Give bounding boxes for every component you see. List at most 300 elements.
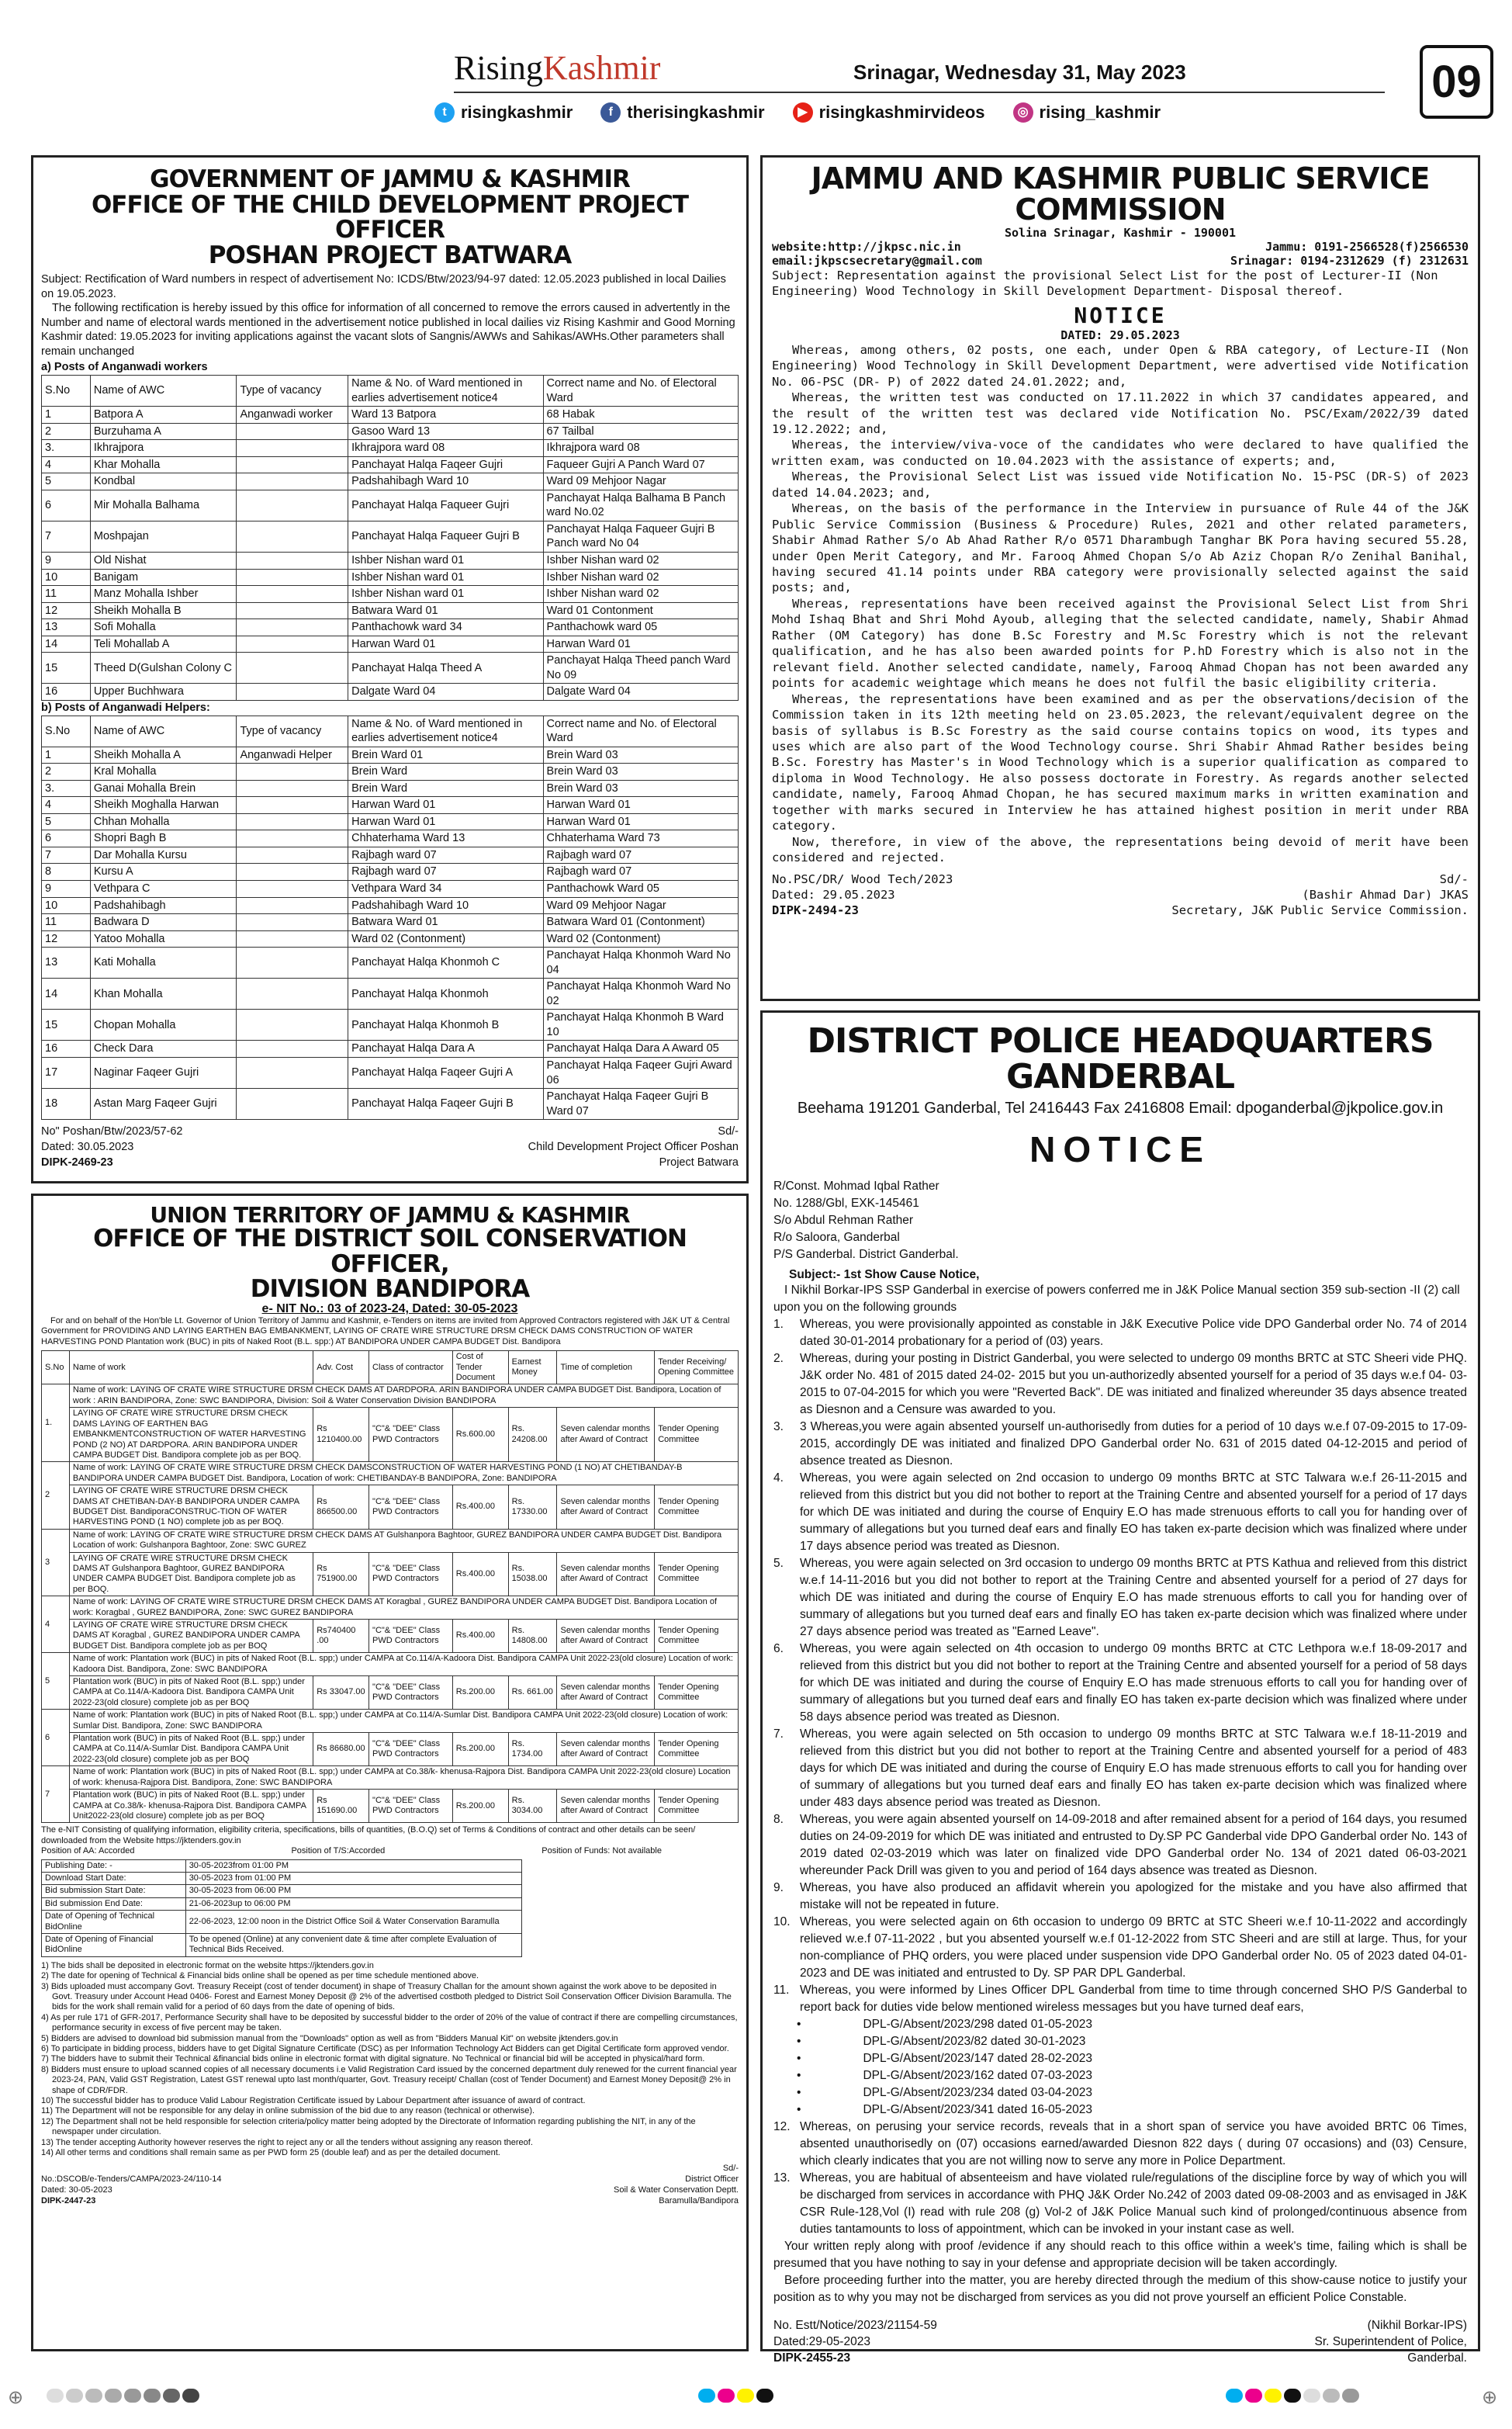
table-row: [42, 653, 739, 684]
table-cell: Dalgate Ward 04: [348, 684, 543, 701]
table-cell: Ganai Mohalla Brein: [90, 780, 237, 797]
body-paragraph: Whereas, on the basis of the performance in the Interview in pursuance of Rule 44 of the J&K Public Service Commission (Business & Procedure) Rules, 2021 and other related parameters, Shabir Ahmad Rather S/o Ab Ahad Rather R/o 0571 Dharambugh Tanghar BK Pora having secured 55.28, under Open Merit Category, and Mr. Farooq Ahmed Chopan S/o Ab Aziz Chopan R/o Zenihal Banihal, having secured 41.14 points under RBA category were provisionally selected against the said posts; and,: [772, 501, 1469, 595]
table-cell: Rs. 14808.00: [508, 1620, 557, 1653]
table-cell: Rs.600.00: [452, 1408, 508, 1462]
table-cell: Panchayat Halqa Khonmoh Ward No 04: [543, 948, 738, 979]
table-cell: Padshahibagh Ward 10: [348, 897, 543, 914]
schedule-label: Bid submission End Date:: [42, 1897, 186, 1910]
work-name: Name of work: Plantation work (BUC) in pits of Naked Root (B.L. spp;) under CAMPA at Co.114/A-Sumlar Dist. Bandipora CAMPA Unit 2022-23(old closure) Location of work: Sumlar Dist. Bandipora, Zone: SWC BANDIPORA: [69, 1710, 738, 1733]
table-cell: Chhaterhama Ward 13: [348, 830, 543, 847]
table-cell: Ward 02 (Contonment): [348, 930, 543, 948]
table-header-row: [42, 716, 739, 747]
table-row: [42, 1911, 522, 1934]
table-row: [42, 423, 739, 440]
list-item: [797, 2033, 1467, 2050]
table-row: [42, 553, 739, 570]
term-item: 6) To participate in bidding process, bidders have to get Digital Signature Certificate (DSC) as per Information Technology Act Bidders can get Digital Certificate form approved vendor.: [41, 2044, 729, 2054]
jkpsc-email[interactable]: email:jkpscsecretary@gmail.com: [772, 253, 982, 268]
table-cell: LAYING OF CRATE WIRE STRUCTURE DRSM CHECK DAMS AT Gulshanpora Baghtoor, GUREZ BANDIPORA UNDER CAMPA BUDGET Dist. Bandipora complete job as per BOQ.: [69, 1552, 313, 1596]
ground-number: 9.: [773, 1881, 784, 1895]
table-cell: [237, 1057, 348, 1088]
table-row: [42, 880, 739, 897]
numbered-ground: [773, 1316, 1467, 1350]
youtube-icon: ▶: [793, 102, 813, 123]
table-cell: Anganwadi worker: [237, 407, 348, 424]
table-row: [42, 407, 739, 424]
term-item: 5) Bidders are advised to download bid submission manual from the "Downloads" option as well as from "Bidders Manual Kit" on website jktenders.gov.in: [41, 2033, 618, 2043]
table-cell: [237, 948, 348, 979]
table-cell: Panchayat Halqa Dara A Award 05: [543, 1041, 738, 1058]
schedule-label: Date of Opening of Financial BidOnline: [42, 1933, 186, 1956]
table-cell: Harwan Ward 01: [348, 636, 543, 653]
table-cell: Ikhrajpora ward 08: [348, 440, 543, 457]
list-item: [797, 2067, 1467, 2084]
addressee-line: P/S Ganderbal. District Ganderbal.: [773, 1248, 959, 1262]
table-cell: Plantation work (BUC) in pits of Naked Root (B.L. spp;) under CAMPA at Co.38/k- khenusa-Rajpora Dist. Bandipora CAMPA Unit2022-23(old closure) complete job as per BOQ: [69, 1790, 313, 1823]
term-item: 2) The date for opening of Technical & Financial bids online shall be opened as per time schedule mentioned above.: [41, 1971, 479, 1981]
closing-paragraph: Your written reply along with proof /evidence if any should reach to this office within a week's time, failing which is shall be presumed that you have nothing to say in your defense and appropriate decision will be taken accordingly.: [773, 2240, 1467, 2271]
cdpo-heading-2: OFFICE OF THE CHILD DEVELOPMENT PROJECT OFFICER: [91, 190, 689, 244]
table-cell: Faqueer Gujri A Panch Ward 07: [543, 456, 738, 473]
table-cell: "C"& "DEE" Class PWD Contractors: [369, 1408, 453, 1462]
table-cell: Sheikh Mohalla A: [90, 747, 237, 764]
tender-committee: Tender Opening Committee: [655, 1733, 739, 1766]
table-row: [42, 930, 739, 948]
ground-number: 11.: [773, 1984, 790, 1998]
schedule-value: 21-06-2023up to 06:00 PM: [185, 1897, 521, 1910]
work-heading-row: [42, 1596, 739, 1620]
cdpo-table-helpers: [41, 716, 739, 1121]
table-cell: Rs740400 .00: [313, 1620, 369, 1653]
ground-number: 13.: [773, 2171, 791, 2185]
jkpsc-dated-top: DATED: 29.05.2023: [1060, 327, 1180, 342]
column-header: S.No: [42, 716, 91, 747]
table-cell: Padshahibagh Ward 10: [348, 473, 543, 490]
work-name: Name of work: LAYING OF CRATE WIRE STRUCTURE DRSM CHECK DAMSCONSTRUCTION OF WATER HARVESTING POND (1 NO) AT CHETIBANDAY-B BANDIPORA UNDER CAMPA BUDGET Dist. Bandipora, Location of work: CHETIBANDAY-B BANDIPORA, Zone: BANDIPORA: [69, 1462, 738, 1485]
cdpo-sign-2: Project Batwara: [659, 1156, 739, 1169]
table-cell: 14: [42, 636, 91, 653]
ground-text: Whereas, you were again selected on 3rd occasion to undergo 09 months BRTC at PTS Kathua and relieved from this district w.e.f 14-11-2016 but you did not bother to report at the Training Centre and absented yourself for a period of 27 days for which DE was initiated and during the course of Enquiry E.O has made strenuous efforts to call you for handing over of summary of allegations but you turned deaf ears and finally EO has taken ex-parte decision which was finalized where under 27 days absence period was treated as "Earned Leave".: [800, 1557, 1467, 1639]
table-cell: 10: [42, 897, 91, 914]
social-handle: risingkashmir: [461, 102, 573, 122]
table-cell: Dalgate Ward 04: [543, 684, 738, 701]
table-row: [42, 1485, 739, 1530]
cdpo-table-workers: [41, 375, 739, 701]
list-item: [797, 2016, 1467, 2033]
table-row: [42, 897, 739, 914]
table-cell: Rs.400.00: [452, 1620, 508, 1653]
facebook-icon: f: [600, 102, 621, 123]
soil-intro: For and on behalf of the Hon'ble Lt. Governor of Union Territory of Jammu and Kashmir, e-Tenders on items are invited from Approved Contractors registered with J&K UT & Central Government for PROVIDING AND LAYING EARTHEN BAG EMBANKMENT, LAYING OF CRATE WIRE STRUCTURE DRSM CHECK DAMS CONSTRUCTION OF WATER HARVESTING POND Plantation work (BUC) in pits of Naked Root (B.L. spp:) AT BANDIPORA UNDER CAMPA BUDGET Dist. Bandipora: [41, 1316, 730, 1346]
soil-sign-2: Soil & Water Conservation Deptt.: [614, 2185, 739, 2195]
table-cell: Khar Mohalla: [90, 456, 237, 473]
dateline: Srinagar, Wednesday 31, May 2023: [853, 61, 1186, 84]
table-cell: Padshahibagh: [90, 897, 237, 914]
table-cell: Sheikh Moghalla Harwan: [90, 797, 237, 814]
ground-number: 4.: [773, 1471, 784, 1485]
soil-dated: Dated: 30-05-2023: [41, 2185, 112, 2195]
table-cell: Chopan Mohalla: [90, 1010, 237, 1041]
term-item: 10) The successful bidder has to produce Valid Labour Registration Certificate issued by Labour Department after issuance of award of contract.: [41, 2096, 586, 2106]
table-cell: Rs. 3034.00: [508, 1790, 557, 1823]
table-cell: Batwara Ward 01: [348, 602, 543, 619]
table-cell: Harwan Ward 01: [348, 797, 543, 814]
ground-text: Whereas, you have also produced an affidavit wherein you apologized for the mistake and you have also affirmed that mistake will not be repeated in future.: [800, 1881, 1467, 1912]
police-dipk: DIPK-2455-23: [773, 2351, 851, 2365]
addressee-line: No. 1288/Gbl, EXK-145461: [773, 1197, 919, 1211]
table-cell: Rs 1210400.00: [313, 1408, 369, 1462]
soil-schedule-table: [41, 1859, 522, 1957]
tender-committee: Tender Opening Committee: [655, 1790, 739, 1823]
table-cell: Harwan Ward 01: [543, 813, 738, 830]
social-facebook-link[interactable]: [600, 101, 764, 124]
jkpsc-address: Solina Srinagar, Kashmir - 190001: [1004, 225, 1236, 240]
soil-heading-3: DIVISION BANDIPORA: [250, 1275, 530, 1304]
table-cell: Kati Mohalla: [90, 948, 237, 979]
jkpsc-sd: Sd/-: [1439, 871, 1469, 886]
table-cell: Harwan Ward 01: [543, 636, 738, 653]
table-cell: Brein Ward 03: [543, 764, 738, 781]
table-cell: Ishber Nishan ward 02: [543, 569, 738, 586]
table-header-row: [42, 1351, 739, 1384]
numbered-ground: [773, 1914, 1467, 1982]
column-header: Correct name and No. of Electoral Ward: [543, 716, 738, 747]
column-header: Name of AWC: [90, 376, 237, 407]
social-instagram-link[interactable]: [1013, 101, 1161, 124]
table-row: [42, 440, 739, 457]
ground-number: 6.: [773, 1642, 784, 1656]
numbered-ground: [773, 1555, 1467, 1641]
bullet-icon: •: [797, 2069, 801, 2083]
work-number: 3: [42, 1529, 70, 1596]
table-cell: [237, 553, 348, 570]
time-of-completion: Seven calendar months after Award of Contract: [557, 1620, 655, 1653]
social-youtube-link[interactable]: [793, 101, 985, 124]
work-number: 1.: [42, 1384, 70, 1462]
numbered-ground: [773, 2170, 1467, 2238]
table-cell: 16: [42, 684, 91, 701]
numbered-ground: [773, 1470, 1467, 1555]
table-cell: Panchayat Halqa Khonmoh C: [348, 948, 543, 979]
message-ref: DPL-G/Absent/2023/147 dated 28-02-2023: [863, 2052, 1093, 2066]
schedule-label: Download Start Date:: [42, 1872, 186, 1884]
table-row: [42, 1408, 739, 1462]
table-cell: Rajbagh ward 07: [348, 847, 543, 864]
table-cell: [237, 979, 348, 1010]
table-cell: Moshpajan: [90, 521, 237, 552]
table-cell: Panchayat Halqa Theed A: [348, 653, 543, 684]
table-cell: 12: [42, 930, 91, 948]
table-cell: Brein Ward 01: [348, 747, 543, 764]
table-cell: Rs.400.00: [452, 1552, 508, 1596]
table-cell: Khan Mohalla: [90, 979, 237, 1010]
table-cell: Badwara D: [90, 914, 237, 931]
table-row: [42, 1552, 739, 1596]
table-cell: "C"& "DEE" Class PWD Contractors: [369, 1790, 453, 1823]
table-cell: [237, 780, 348, 797]
soil-pos-funds: Position of Funds: Not available: [541, 1846, 662, 1856]
table-row: [42, 1041, 739, 1058]
table-cell: [237, 521, 348, 552]
time-of-completion: Seven calendar months after Award of Contract: [557, 1733, 655, 1766]
work-number: 6: [42, 1710, 70, 1766]
table-cell: Rs.200.00: [452, 1733, 508, 1766]
table-cell: Sofi Mohalla: [90, 619, 237, 636]
cdpo-heading-1: GOVERNMENT OF JAMMU & KASHMIR: [150, 165, 630, 193]
table-cell: Panchayat Halqa Theed panch Ward No 09: [543, 653, 738, 684]
police-address: Beehama 191201 Ganderbal, Tel 2416443 Fax 2416808 Email: dpoganderbal@jkpolice.gov.in: [797, 1100, 1444, 1117]
table-cell: Shopri Bagh B: [90, 830, 237, 847]
column-header: Adv. Cost: [313, 1351, 369, 1384]
table-row: [42, 1885, 522, 1897]
schedule-label: Date of Opening of Technical BidOnline: [42, 1911, 186, 1934]
table-row: [42, 830, 739, 847]
schedule-value: 30-05-2023from 01:00 PM: [185, 1859, 521, 1872]
message-ref: DPL-G/Absent/2023/298 dated 01-05-2023: [863, 2018, 1093, 2032]
table-cell: Banigam: [90, 569, 237, 586]
term-item: 12) The Department shall not be held responsible for selection criteria/policy matter being adopted by the Directorate of Information regarding publishing the NIT, in any of the newspaper under circulation.: [41, 2116, 696, 2137]
time-of-completion: Seven calendar months after Award of Contract: [557, 1408, 655, 1462]
table-cell: Panchayat Halqa Faqueer Gujri: [348, 490, 543, 521]
term-item: 8) Bidders must ensure to upload scanned copies of all necessary documents i.e Valid Registration Card issued by the concerned department duly renewed for the current financial year 2023-24, PAN, Valid GST Registration, Latest GST renewal upto last month/quarter, Govt. Treasury receipt/ Challan (cost of Tender Document) and Earnest Money Deposit@ 2% in shape of CDR/FDR.: [41, 2064, 737, 2095]
table-cell: [237, 490, 348, 521]
column-header: Class of contractor: [369, 1351, 453, 1384]
masthead-rule: [454, 92, 1385, 93]
table-cell: [237, 440, 348, 457]
table-cell: Vethpara C: [90, 880, 237, 897]
table-cell: Panchayat Halqa Faqeer Gujri Award 06: [543, 1057, 738, 1088]
table-cell: Rs. 1734.00: [508, 1733, 557, 1766]
body-paragraph: Now, therefore, in view of the above, the representations being devoid of merit have been considered and rejected.: [772, 834, 1469, 865]
work-heading-row: [42, 1384, 739, 1408]
table-row: [42, 490, 739, 521]
table-cell: 7: [42, 847, 91, 864]
table-cell: 6: [42, 490, 91, 521]
table-cell: [237, 1010, 348, 1041]
table-cell: Panchayat Halqa Faqeer Gujri A: [348, 1057, 543, 1088]
color-bar-left: [47, 2389, 199, 2404]
ground-text: Whereas, you were provisionally appointed as constable in J&K Executive Police vide DPO Ganderbal order No. 74 of 2014 dated 30-01-2014 probationary for a period of (03) years.: [800, 1318, 1467, 1349]
table-cell: 2: [42, 423, 91, 440]
table-cell: Sheikh Mohalla B: [90, 602, 237, 619]
police-intro: I Nikhil Borkar-IPS SSP Ganderbal in exercise of powers conferred me in J&K Police Manual section 359 sub-section -II (2) call upon you on the following grounds: [773, 1284, 1460, 1315]
body-paragraph: Whereas, the representations have been examined and as per the observations/decision of the Commission taken in its 12th meeting held on 23.05.2023, the relevant/equivalent degree on the basis of syllabus is B.Sc Forestry as the said course contains topics on wood, its types and uses which are also part of the Wood Technology course. Shri Shabir Ahmad Rather besides being B.Sc. Forestry has Master's in Wood Technology which is a superior qualification as compared to diploma in Wood Technology. He also possess doctorate in Forestry. As regards another selected candidate, namely, Farooq Ahmad Chopan, he has secured maximum marks in written examination and together with marks secured in Interview he has attained highest position in merit under RBA category.: [772, 691, 1469, 833]
cdpo-subject: Subject: Rectification of Ward numbers in respect of advertisement No: ICDS/Btw/2023/94-97 dated: 12.05.2023 published in local Dailies on 19.05.2023.: [41, 273, 726, 300]
table-row: [42, 1897, 522, 1910]
jkpsc-sign-2: Secretary, J&K Public Service Commission.: [1171, 903, 1469, 917]
table-cell: 15: [42, 653, 91, 684]
schedule-value: To be opened (Online) at any convenient date & time after complete Evaluation of Technical Bids Received.: [185, 1933, 521, 1956]
table-row: [42, 813, 739, 830]
table-row: [42, 1676, 739, 1710]
social-twitter-link[interactable]: [434, 101, 573, 124]
table-cell: 2: [42, 764, 91, 781]
table-cell: Rs. 15038.00: [508, 1552, 557, 1596]
table-cell: 7: [42, 521, 91, 552]
table-row: [42, 979, 739, 1010]
work-name: Name of work: LAYING OF CRATE WIRE STRUCTURE DRSM CHECK DAMS AT Koragbal , GUREZ BANDIPORA UNDER CAMPA BUDGET Dist. Bandipora Location of work: Koragbal , GUREZ BANDIPORA, Zone: SWC GUREZ BANDIPORA: [69, 1596, 738, 1620]
schedule-label: Bid submission Start Date:: [42, 1885, 186, 1897]
table-row: [42, 602, 739, 619]
page-number: 09: [1420, 45, 1493, 119]
table-cell: Kursu A: [90, 864, 237, 881]
soil-pos-aa: Position of AA: Accorded: [41, 1846, 135, 1856]
table-header-row: [42, 376, 739, 407]
column-header: Earnest Money: [508, 1351, 557, 1384]
table-row: [42, 948, 739, 979]
soil-pos-ts: Position of T/S:Accorded: [291, 1846, 386, 1856]
bullet-icon: •: [797, 2086, 801, 2100]
table-cell: 14: [42, 979, 91, 1010]
body-paragraph: Whereas, representations have been received against the Provisional Select List from Shri Mohd Ishaq Bhat and Shri Mohd Ayoub, alleging that the selected candidate, namely, Shabir Ahmad Rather (OM Category) has done B.Sc Forestry and M.Sc Forestry which is not the relevant qualification, and he has also been awarded points for P.hD Forestry which is also not in the relevant field. Another selected candidate, namely, Farooq Ahmad Chopan has not been awarded any points for academic weightage which means he does not fulfil the basic eligibility criteria.: [772, 596, 1469, 691]
table-row: [42, 1733, 739, 1766]
numbered-ground: [773, 1880, 1467, 1914]
table-cell: [237, 602, 348, 619]
table-cell: 13: [42, 948, 91, 979]
instagram-icon: ◎: [1013, 102, 1033, 123]
cdpo-b-title: b) Posts of Anganwadi Helpers:: [41, 701, 210, 714]
table-cell: 68 Habak: [543, 407, 738, 424]
closing-paragraph: Before proceeding further into the matter, you are hereby directed through the medium of this show-cause notice to justify your position as to why you may not be discharged from services as you did not prove yourself an efficient Police Constable.: [773, 2274, 1467, 2305]
table-cell: Ward 09 Mehjoor Nagar: [543, 473, 738, 490]
table-cell: Rs 33047.00: [313, 1676, 369, 1710]
table-cell: Panchayat Halqa Khonmoh Ward No 02: [543, 979, 738, 1010]
police-notice-heading: NOTICE: [1029, 1129, 1211, 1170]
numbered-ground: [773, 1982, 1467, 2016]
table-cell: LAYING OF CRATE WIRE STRUCTURE DRSM CHECK DAMS AT Koragbal , GUREZ BANDIPORA UNDER CAMPA BUDGET Dist. Bandipora complete job as per BOQ: [69, 1620, 313, 1653]
ground-number: 3.: [773, 1420, 784, 1434]
table-cell: Kral Mohalla: [90, 764, 237, 781]
color-bar-right: [1226, 2389, 1359, 2404]
social-row: [434, 101, 1404, 124]
table-cell: 8: [42, 864, 91, 881]
soil-terms: [41, 1961, 739, 2159]
masthead: [0, 0, 1512, 147]
tender-committee: Tender Opening Committee: [655, 1676, 739, 1710]
table-cell: [237, 619, 348, 636]
table-cell: Gasoo Ward 13: [348, 423, 543, 440]
table-row: [42, 684, 739, 701]
work-name: Name of work: LAYING OF CRATE WIRE STRUCTURE DRSM CHECK DAMS AT DARDPORA. ARIN BANDIPORA UNDER CAMPA BUDGET Dist. Bandipora, Location of work : ARIN BANDIPORA, Zone: SWC BANDIPORA, Division: Soil & Water Conservation Division BANDIPORA: [69, 1384, 738, 1408]
term-item: 3) Bids uploaded must accompany Govt. Treasury Receipt (cost of tender document) in shape of Treasury Challan for the amount shown against the work above to be deposited in Govt. Treasury under Account Head 0406- Forest and Earnest Money Deposit @ 2% of the advertised costboth pledged to District Soil Conservation Officer Division Baramulla. The bids for the work shall remain valid for a period of 60 days from the date of opening of bids.: [41, 1981, 732, 2012]
table-cell: 11: [42, 586, 91, 603]
table-row: [42, 1872, 522, 1884]
table-cell: 13: [42, 619, 91, 636]
work-number: 2: [42, 1462, 70, 1529]
cdpo-dated: Dated: 30.05.2023: [41, 1141, 134, 1154]
table-row: [42, 764, 739, 781]
table-cell: Rs.200.00: [452, 1676, 508, 1710]
term-item: 4) As per rule 171 of GFR-2017, Performance Security shall have to be deposited by successful bidder to the order of 20% of the value of contract if there are compelling circumstances, performance security in excess of five percent may be taken.: [41, 2012, 738, 2033]
tender-committee: Tender Opening Committee: [655, 1408, 739, 1462]
tender-committee: Tender Opening Committee: [655, 1552, 739, 1596]
table-cell: Panchayat Halqa Khonmoh: [348, 979, 543, 1010]
table-cell: [237, 797, 348, 814]
addressee-line: R/Const. Mohmad Iqbal Rather: [773, 1180, 939, 1194]
table-cell: Brein Ward 03: [543, 780, 738, 797]
jkpsc-notice: [760, 155, 1480, 1001]
column-header: Name & No. of Ward mentioned in earlies advertisement notice4: [348, 376, 543, 407]
soil-nit: e- NIT No.: 03 of 2023-24, Dated: 30-05-2023: [261, 1302, 518, 1316]
table-cell: 4: [42, 797, 91, 814]
ground-text: Whereas, you were informed by Lines Officer DPL Ganderbal from time to time through concerned SHO P/S Ganderbal to report back for duties vide below mentioned wireless messages but you have turned deaf ears,: [800, 1984, 1467, 2015]
table-cell: Plantation work (BUC) in pits of Naked Root (B.L. spp;) under CAMPA at Co.114/A-Kadoora Dist. Bandipora CAMPA Unit 2022-23(old closure) complete job as per BOQ: [69, 1676, 313, 1710]
ground-text: Whereas, you were again selected on 5th occasion to undergo 09 months BRTC at STC Talwara w.e.f 18-11-2019 and relieved from this district but you did not bother to report at the Training Centre and absented yourself for a period of 483 days for which DE was initiated and during the course of Enquiry E.O has made strenuous efforts to call you for handing over of summary of allegations but you turned deaf ears and finally EO has taken ex-parte decision which was finalized where under 483 days absence period was treated as Diesnon.: [800, 1727, 1467, 1810]
table-cell: 67 Tailbal: [543, 423, 738, 440]
bullet-icon: •: [797, 2103, 801, 2117]
ground-text: Whereas, you were again absented yourself on 14-09-2018 and after remained absent for a period of 164 days, you resumed duties on 24-09-2019 for which DE was initiated and entrusted to Dy.SP PC Ganderbal vide DPO Ganderbal order No. 143 of 2019 dated 02-03-2019 which was later on finalized vide DPO Ganderbal order No. 134 of 2021 dated 06-03-2021 whereunder Pack Drill was given to you and period of 164 days absence was treated as Diesnon.: [800, 1813, 1467, 1878]
table-cell: Ward 13 Batpora: [348, 407, 543, 424]
table-cell: Kondbal: [90, 473, 237, 490]
schedule-value: 30-05-2023 from 06:00 PM: [185, 1885, 521, 1897]
jkpsc-subject: Subject: Representation against the provisional Select List for the post of Lecturer-II (Non Engineering) Wood Technology in Skill Development Department- Disposal thereof.: [772, 268, 1438, 299]
work-heading-row: [42, 1766, 739, 1790]
ground-text: Whereas, you were again selected on 2nd occasion to undergo 09 months BRTC at STC Talwara w.e.f 26-11-2015 and relieved from this district but you did not bother to report at the Training Centre and absented yourself for a period of 17 days for which DE was initiated and during the course of Enquiry E.O has made strenuous efforts to call you for handing over of summary of allegations but you turned deaf ears and finally EO has taken ex-parte decision which was finalized where under 17 days absence period was treated as Diesnon.: [800, 1471, 1467, 1554]
table-cell: 1: [42, 407, 91, 424]
cdpo-sign-1: Child Development Project Officer Poshan: [528, 1141, 739, 1154]
police-sign-2: Sr. Superintendent of Police,: [1314, 2335, 1467, 2349]
table-row: [42, 797, 739, 814]
table-cell: Teli Mohallab A: [90, 636, 237, 653]
jkpsc-dated: Dated: 29.05.2023: [772, 887, 895, 902]
list-item: [797, 2050, 1467, 2067]
table-cell: Harwan Ward 01: [348, 813, 543, 830]
ground-number: 1.: [773, 1318, 784, 1332]
table-cell: Batwara Ward 01: [348, 914, 543, 931]
table-cell: Ishber Nishan ward 02: [543, 553, 738, 570]
work-name: Name of work: LAYING OF CRATE WIRE STRUCTURE DRSM CHECK DAMS AT Gulshanpora Baghtoor, GUREZ BANDIPORA UNDER CAMPA BUDGET Dist. Bandipora Location of work: Gulshanpora Baghtoor, Zone: SWC GUREZ: [69, 1529, 738, 1552]
table-cell: Ward 01 Contonment: [543, 602, 738, 619]
table-cell: [237, 864, 348, 881]
table-cell: 9: [42, 880, 91, 897]
twitter-icon: t: [434, 102, 455, 123]
schedule-value: 30-05-2023 from 01:00 PM: [185, 1872, 521, 1884]
brand-logo[interactable]: RisingKashmir: [454, 49, 661, 87]
column-header: Time of completion: [557, 1351, 655, 1384]
jkpsc-website[interactable]: website:http://jkpsc.nic.in: [772, 239, 961, 254]
ground-number: 12.: [773, 2120, 791, 2134]
work-heading-row: [42, 1462, 739, 1485]
table-cell: 18: [42, 1089, 91, 1120]
table-cell: Panchayat Halqa Faqeer Gujri B Ward 07: [543, 1089, 738, 1120]
term-item: 7) The bidders have to submit their Technical &financial bids online in electronic format with digital signature. No Technical or financial bid will be accepted in physical/hard form.: [41, 2054, 705, 2064]
table-row: [42, 1010, 739, 1041]
table-cell: Ikhrajpora: [90, 440, 237, 457]
table-cell: Ishber Nishan ward 01: [348, 586, 543, 603]
table-cell: Naginar Faqeer Gujri: [90, 1057, 237, 1088]
table-cell: Panchayat Halqa Khonmoh B: [348, 1010, 543, 1041]
table-row: [42, 1057, 739, 1088]
police-notice: [760, 1010, 1480, 2365]
police-ref-no: No. Estt/Notice/2023/21154-59: [773, 2319, 937, 2333]
soil-sign-1: District Officer: [685, 2174, 739, 2184]
table-cell: Yatoo Mohalla: [90, 930, 237, 948]
table-cell: 17: [42, 1057, 91, 1088]
bullet-icon: •: [797, 2052, 801, 2066]
numbered-ground: [773, 2119, 1467, 2170]
ground-text: Whereas, during your posting in District Ganderbal, you were selected to undergo 09 months BRTC at STC Sheeri vide PHQ. J&K order No. 481 of 2015 dated 24-02- 2015 but you un-authorizedly absented yourself for a period of 35 days w.e.f 04- 03-2015 to 07-04-2015 for which you were "Reverted Back". DE was initiated and finalized whereunder 35 days absence treated as Diesnon and a Censure was awarded to you.: [800, 1352, 1467, 1417]
table-cell: 15: [42, 1010, 91, 1041]
jkpsc-title: JAMMU AND KASHMIR PUBLIC SERVICE COMMISSION: [811, 161, 1430, 227]
jkpsc-ref-no: No.PSC/DR/ Wood Tech/2023: [772, 871, 953, 886]
ground-number: 5.: [773, 1557, 784, 1571]
soil-dipk: DIPK-2447-23: [41, 2195, 96, 2206]
cdpo-notice: [31, 155, 749, 1183]
table-cell: Burzuhama A: [90, 423, 237, 440]
social-handle: therisingkashmir: [627, 102, 765, 122]
message-ref: DPL-G/Absent/2023/162 dated 07-03-2023: [863, 2069, 1093, 2083]
police-subject: Subject:- 1st Show Cause Notice,: [789, 1268, 980, 1282]
